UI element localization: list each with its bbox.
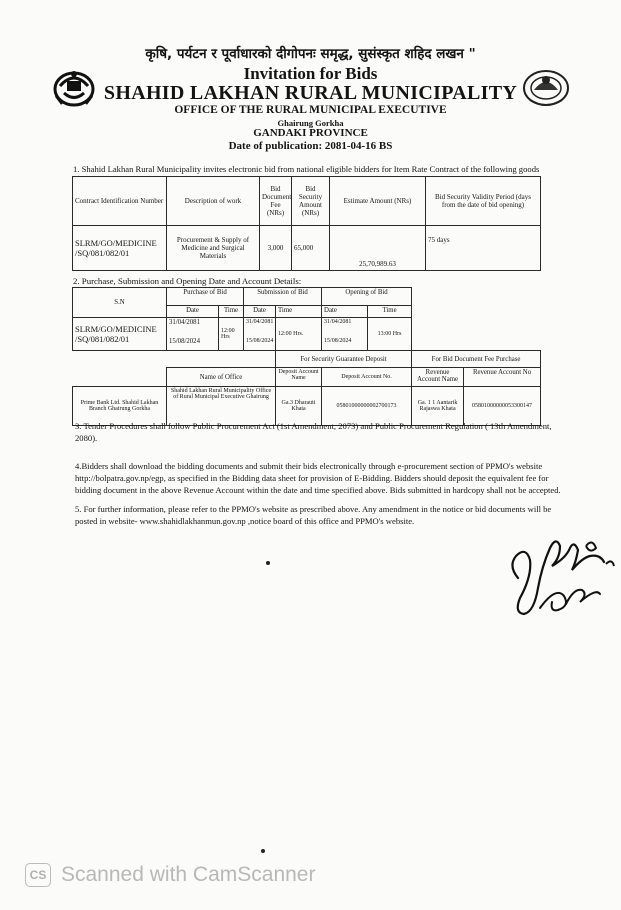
cell-bid-fee: 3,000 [260, 226, 292, 271]
header-submission: Submission of Bid [244, 288, 322, 306]
cell-contract-id: SLRM/GO/MEDICINE /SQ/081/082/01 [73, 226, 167, 271]
header-purchase-time: Time [219, 306, 244, 318]
cell-validity: 75 days [426, 226, 541, 271]
cell-opening-date-ad: 15/08/2024 [324, 338, 352, 344]
cell-sn: SLRM/GO/MEDICINE /SQ/081/082/01 [73, 318, 167, 351]
cell-opening-date-bs: 31/04/2081 [324, 319, 352, 325]
paragraph-5: 5. For further information, please refer to the PPMO's website as prescribed above. Any amendment in the notice or bid documents will be posted in website- www.shahidlakhanmun.gov.np ,notice board of this office and PPMO's website. [75, 504, 552, 526]
scan-speck [261, 849, 265, 853]
header-fee-group: For Bid Document Fee Purchase [412, 351, 541, 368]
header-opening-date: Date [322, 306, 368, 318]
camscanner-logo-icon: CS [25, 863, 51, 887]
header-deposit-account-name: Deposit Account Name [276, 368, 322, 387]
header-security-group: For Security Guarantee Deposit [276, 351, 412, 368]
signature-icon [500, 518, 620, 628]
header-purchase-date: Date [167, 306, 219, 318]
cell-deposit-account-name: Ga.3 Dharauti Khata [276, 387, 322, 426]
cell-deposit-account-no: 05801000000002700173 [322, 387, 412, 426]
header-description: Description of work [167, 177, 260, 226]
watermark-text: Scanned with CamScanner [61, 863, 316, 886]
office-name: OFFICE OF THE RURAL MUNICIPAL EXECUTIVE [174, 104, 447, 116]
document-title: Invitation for Bids [243, 64, 378, 83]
cell-purchase-date-ad: 15/08/2024 [169, 338, 200, 345]
section1-intro: 1. Shahid Lakhan Rural Municipality invites electronic bid from national eligible bidders for Item Rate Contract of the following goods [73, 164, 540, 174]
paragraph-4: 4.Bidders shall download the bidding documents and submit their bids electronically through e-procurement section of PPMO's website http://bolpatra.gov.np/egp, as specified in the Bidding data sheet for provision of E-Bidding. Bidders should deposit the equivalent fee for bidding document in the above Revenue Account within the date and time specified above. Bids submitted in hardcopy shall not be accepted. [75, 461, 561, 495]
cell-submission-date-bs: 31/04/2081 [246, 319, 274, 325]
header-revenue-account-name: Revenue Account Name [412, 368, 464, 387]
header-opening-time: Time [368, 306, 412, 318]
paragraph-3: 3. Tender Procedures shall follow Public Procurement Act (1st Amendment, 2073) and Public Procurement Regulation ( 13th Amendment, 2080). [75, 421, 552, 443]
header-submission-date: Date [244, 306, 276, 318]
province-name: GANDAKI PROVINCE [253, 127, 368, 139]
motto: कृषि, पर्यटन र पूर्वाधारको दीगोपनः समृद्ध, सुसंस्कृत शहिद लखन " [145, 46, 476, 62]
cell-description: Procurement & Supply of Medicine and Surgical Materials [167, 226, 260, 271]
header-office-name: Name of Office [167, 368, 276, 387]
header-deposit-account-no: Deposit Account No. [322, 368, 412, 387]
municipality-name: SHAHID LAKHAN RURAL MUNICIPALITY [103, 82, 518, 104]
cell-submission-date-ad: 15/08/2024 [246, 338, 274, 344]
header-purchase: Purchase of Bid [167, 288, 244, 306]
camscanner-watermark [25, 862, 315, 888]
header-estimate: Estimate Amount (NRs) [330, 177, 426, 226]
bid-summary-table [72, 176, 541, 271]
cell-opening-time: 13:00 Hrs [368, 318, 412, 351]
scan-speck [266, 561, 270, 565]
table-row [73, 177, 541, 226]
cell-purchase-time: 12:00 Hrs [219, 318, 244, 351]
table-row [73, 288, 541, 306]
cell-revenue-account-no: 05801000000053300147 [464, 387, 541, 426]
header-submission-time: Time [276, 306, 322, 318]
header-bid-security: Bid Security Amount (NRs) [292, 177, 330, 226]
cell-revenue-account-name: Ga. 1 1 Aantarik Rajaswa Khata [412, 387, 464, 426]
office-location: Ghairung Gorkha [277, 118, 344, 128]
cell-submission-time: 12:00 Hrs. [276, 318, 322, 351]
cell-estimate: 25,70,989.63 [330, 226, 426, 271]
dates-accounts-table [72, 287, 541, 426]
table-row [73, 368, 541, 387]
section2-intro: 2. Purchase, Submission and Opening Date and Account Details: [73, 276, 302, 286]
cell-bank: Prime Bank Ltd. Shahid Lakhan Branch Ghairung Gorkha [73, 387, 167, 426]
table-row [73, 318, 541, 351]
cell-bid-security: 65,000 [292, 226, 330, 271]
table-row [73, 226, 541, 271]
cell-purchase-date-bs: 31/04/2081 [169, 319, 200, 326]
header-sn: S.N [73, 288, 167, 318]
cell-office: Shahid Lakhan Rural Municipality Office of Rural Municipal Executive Ghairung [167, 387, 276, 426]
publication-date: Date of publication: 2081-04-16 BS [228, 140, 393, 152]
header-revenue-account-no: Revenue Account No [464, 368, 541, 387]
header-contract-id: Contract Identification Number [73, 177, 167, 226]
table-row [73, 351, 541, 368]
header-bid-fee: Bid Document Fee (NRs) [260, 177, 292, 226]
header-opening: Opening of Bid [322, 288, 412, 306]
header-validity: Bid Security Validity Period (days from the date of bid opening) [426, 177, 541, 226]
